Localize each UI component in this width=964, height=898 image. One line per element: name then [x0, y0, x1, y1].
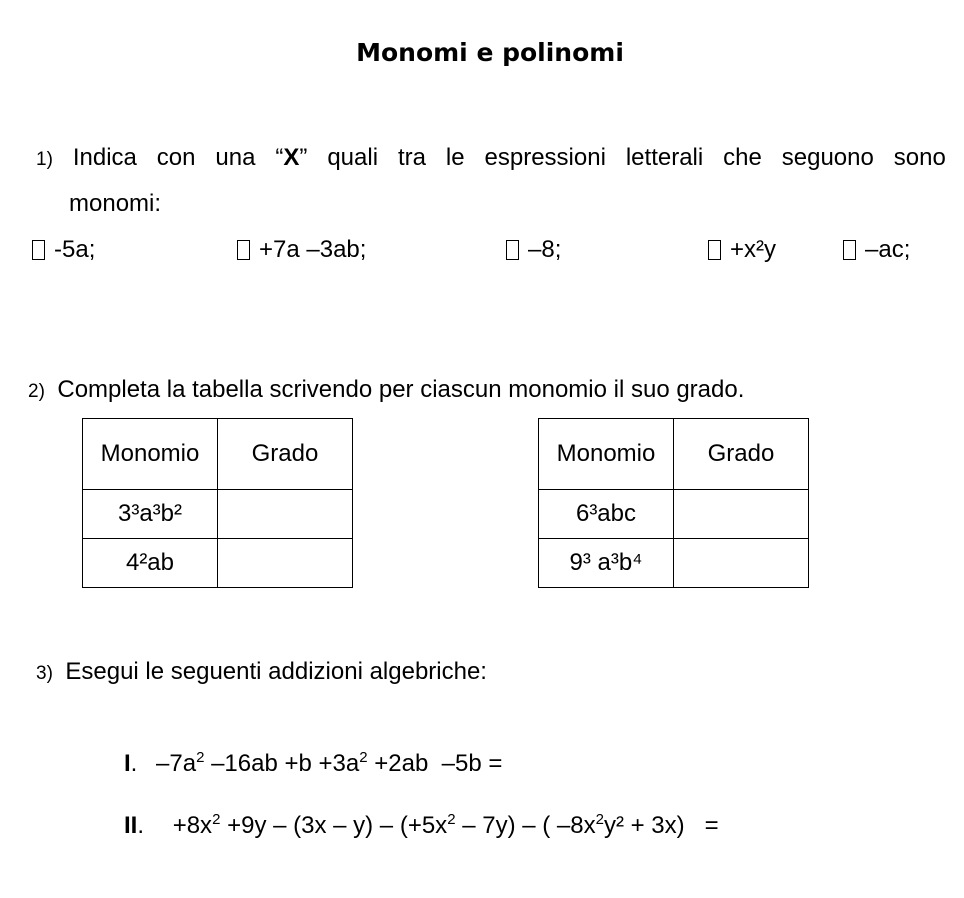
table-row	[83, 539, 353, 588]
header-grado: Grado	[218, 419, 353, 490]
degree-table-1	[82, 418, 353, 588]
header-monomio: Monomio	[83, 419, 218, 490]
checkbox-icon[interactable]	[843, 240, 856, 260]
exercise-label: I	[124, 750, 131, 777]
exercise-1	[124, 750, 502, 778]
word: che	[723, 144, 762, 171]
question-2-text: Completa la tabella scrivendo per ciascun monomio il suo grado.	[57, 376, 745, 403]
expression	[156, 750, 502, 777]
quote-open: “	[275, 144, 284, 171]
term: –7a	[156, 750, 197, 777]
question-2-number: 2)	[28, 381, 45, 402]
checkbox-icon[interactable]	[32, 240, 45, 260]
term: +9y – (3x – y) – (+5x	[220, 812, 448, 839]
term: +8x	[172, 812, 213, 839]
checkbox-icon[interactable]	[237, 240, 250, 260]
header-monomio: Monomio	[539, 419, 674, 490]
option-label: –ac;	[865, 236, 911, 263]
option-label: +7a –3ab;	[259, 236, 367, 263]
degree-answer-cell[interactable]	[674, 490, 809, 539]
x-mark-quoted	[275, 144, 307, 172]
question-3-text: Esegui le seguenti addizioni algebriche:	[65, 658, 487, 685]
table-row	[539, 539, 809, 588]
word: seguono	[781, 144, 874, 171]
question-1-prompt	[36, 144, 946, 172]
term: + 3x) =	[623, 812, 719, 839]
exponent: 2	[196, 749, 205, 766]
degree-table-2	[538, 418, 809, 588]
label-exponent: ²	[756, 236, 765, 263]
monomial-cell: 4²ab	[83, 539, 218, 588]
option-label	[730, 236, 776, 264]
exponent: 2	[359, 749, 368, 766]
word: letterali	[625, 144, 704, 171]
exponent: 2	[212, 811, 221, 828]
option-label: -5a;	[54, 236, 96, 263]
question-1-prompt-continuation: monomi:	[69, 190, 162, 217]
exponent: 2	[595, 811, 604, 828]
question-3-number: 3)	[36, 663, 53, 684]
checkbox-icon[interactable]	[708, 240, 721, 260]
word: tra	[397, 144, 426, 171]
word: Indica	[72, 144, 137, 171]
degree-answer-cell[interactable]	[674, 539, 809, 588]
term: – 7y) – ( –8x	[455, 812, 596, 839]
x-mark: X	[283, 144, 300, 171]
term: –16ab +b +3a	[204, 750, 360, 777]
question-3-prompt	[36, 658, 487, 686]
monomial-cell: 9³ a³b⁴	[539, 539, 674, 588]
question-1-number: 1)	[36, 149, 53, 170]
monomial-cell: 3³a³b²	[83, 490, 218, 539]
checkbox-icon[interactable]	[506, 240, 519, 260]
page-title: Monomi e polinomi	[356, 38, 624, 67]
word: sono	[893, 144, 946, 171]
word: quali	[327, 144, 379, 171]
term: +2ab –5b =	[367, 750, 503, 777]
word: una	[215, 144, 256, 171]
question-2-prompt	[28, 376, 744, 404]
option-checkbox-3[interactable]	[506, 236, 561, 264]
word: con	[156, 144, 196, 171]
monomial-cell: 6³abc	[539, 490, 674, 539]
option-checkbox-4[interactable]	[708, 236, 776, 264]
table-row	[83, 490, 353, 539]
degree-answer-cell[interactable]	[218, 490, 353, 539]
term: y	[603, 812, 616, 839]
exercise-label-dot: .	[130, 750, 138, 777]
expression	[173, 812, 719, 839]
option-checkbox-5[interactable]	[843, 236, 910, 264]
exercise-label-dot: .	[137, 812, 145, 839]
option-checkbox-1[interactable]	[32, 236, 95, 264]
exponent: ²	[615, 812, 624, 839]
exercise-2	[124, 812, 719, 840]
exponent: 2	[447, 811, 456, 828]
quote-close: ”	[299, 144, 308, 171]
option-label: –8;	[528, 236, 562, 263]
degree-answer-cell[interactable]	[218, 539, 353, 588]
table-row	[539, 490, 809, 539]
option-checkbox-2[interactable]	[237, 236, 366, 264]
header-grado: Grado	[674, 419, 809, 490]
label-tail: y	[764, 236, 777, 263]
exercise-label: II	[124, 812, 138, 839]
word: le	[445, 144, 465, 171]
label-base: +x	[730, 236, 757, 263]
word: espressioni	[484, 144, 606, 171]
